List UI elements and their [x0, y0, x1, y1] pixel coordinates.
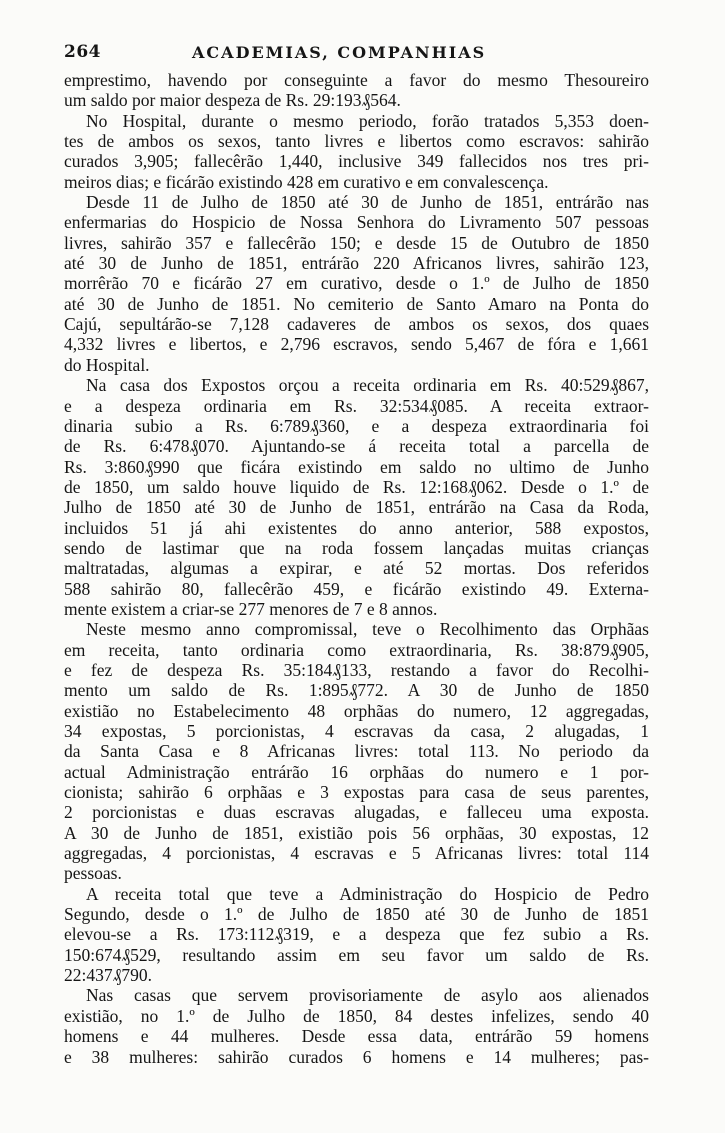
text-line: até 30 de Junho de 1851, entrárão 220 Africanos livres, sahirão 123, — [64, 253, 649, 274]
text-line: Segundo, desde o 1.º de Julho de 1850 até 30 de Junho de 1851 — [64, 904, 649, 925]
text-line: maltratadas, algumas a expirar, e até 52 mortas. Dos referidos — [64, 558, 649, 579]
running-title: ACADEMIAS, COMPANHIAS — [192, 43, 487, 62]
text-line: do Hospital. — [64, 354, 150, 375]
page-number: 264 — [64, 42, 101, 62]
text-line: de Rs. 6:478₰070. Ajuntando-se á receita total a parcella de — [64, 436, 649, 457]
text-line: homens e 44 mulheres. Desde essa data, entrárão 59 homens — [64, 1026, 649, 1047]
text-line: meiros dias; e ficárão existindo 428 em curativo e em convalescença. — [64, 171, 549, 192]
text-line: da Santa Casa e 8 Africanas livres: total 113. No periodo da — [64, 741, 649, 762]
text-line: existião no Estabelecimento 48 orphãas do numero, 12 aggregadas, — [64, 700, 649, 721]
text-line: Rs. 3:860₰990 que ficára existindo em saldo no ultimo de Junho — [64, 456, 649, 477]
text-line: actual Administração entrárão 16 orphãas do numero e 1 por- — [64, 761, 649, 782]
text-line: Cajú, sepultárão-se 7,128 cadaveres de ambos os sexos, dos quaes — [64, 314, 649, 335]
text-line: elevou-se a Rs. 173:112₰319, e a despeza que fez subio a Rs. — [64, 924, 649, 945]
text-line: 34 expostas, 5 porcionistas, 4 escravas da casa, 2 alugadas, 1 — [64, 721, 649, 741]
text-line: 2 porcionistas e duas escravas alugadas, e falleceu uma exposta. — [64, 802, 649, 823]
text-line: No Hospital, durante o mesmo periodo, forão tratados 5,353 doen- — [86, 110, 649, 131]
text-line: Neste mesmo anno compromissal, teve o Recolhimento das Orphãas — [86, 619, 649, 640]
text-line: A 30 de Junho de 1851, existião pois 56 orphãas, 30 expostas, 12 — [64, 822, 649, 843]
text-line: de 1850, um saldo houve liquido de Rs. 12:168₰062. Desde o 1.º de — [64, 476, 649, 497]
text-line: mente existem a criar-se 277 menores de 7 e 8 annos. — [64, 598, 438, 619]
text-line: livres, sahirão 357 e fallecêrão 150; e desde 15 de Outubro de 1850 — [64, 232, 649, 253]
text-line: Desde 11 de Julho de 1850 até 30 de Junho de 1851, entrárão nas — [86, 192, 649, 213]
body-text — [64, 70, 649, 1067]
text-line: e 38 mulheres: sahirão curados 6 homens e 14 mulheres; pas- — [64, 1046, 649, 1067]
text-line: Nas casas que servem provisoriamente de asylo aos alienados — [86, 985, 649, 1006]
text-line: curados 3,905; fallecêrão 1,440, inclusive 349 fallecidos nos tres pri- — [64, 151, 649, 172]
text-line: morrêrão 70 e ficárão 27 em curativo, desde o 1.º de Julho de 1850 — [64, 273, 649, 294]
text-line: sendo de lastimar que na roda fossem lançadas muitas crianças — [64, 537, 649, 558]
text-line: tes de ambos os sexos, tanto livres e libertos como escravos: sahirão — [64, 131, 649, 152]
text-line: 588 sahirão 80, fallecêrão 459, e ficárão existindo 49. Externa- — [64, 578, 649, 599]
text-line: 150:674₰529, resultando assim em seu favor um saldo de Rs. — [64, 944, 649, 965]
text-line: e fez de despeza Rs. 35:184₰133, restando a favor do Recolhi- — [64, 659, 649, 680]
text-line: Julho de 1850 até 30 de Junho de 1851, entrárão na Casa da Roda, — [64, 497, 649, 518]
text-line: 22:437₰790. — [64, 965, 152, 986]
text-line: até 30 de Junho de 1851. No cemiterio de Santo Amaro na Ponta do — [64, 293, 649, 314]
text-line: emprestimo, havendo por conseguinte a favor do mesmo Thesoureiro — [64, 70, 649, 90]
text-line: dinaria subio a Rs. 6:789₰360, e a despeza extraordinaria foi — [64, 415, 649, 436]
text-line: Na casa dos Expostos orçou a receita ordinaria em Rs. 40:529₰867, — [86, 375, 649, 396]
text-line: A receita total que teve a Administração do Hospicio de Pedro — [86, 883, 649, 904]
text-line: cionista; sahirão 6 orphãas e 3 expostas para casa de seus parentes, — [64, 782, 649, 803]
text-line: pessoas. — [64, 863, 122, 884]
text-line: enfermarias do Hospicio de Nossa Senhora do Livramento 507 pessoas — [64, 212, 649, 233]
text-line: aggregadas, 4 porcionistas, 4 escravas e 5 Africanas livres: total 114 — [64, 843, 649, 864]
text-line: e a despeza ordinaria em Rs. 32:534₰085. A receita extraor- — [64, 395, 649, 416]
text-line: em receita, tanto ordinaria como extraordinaria, Rs. 38:879₰905, — [64, 639, 649, 660]
page-header — [64, 42, 649, 66]
text-line: 4,332 livres e libertos, e 2,796 escravos, sendo 5,467 de fóra e 1,661 — [64, 334, 649, 355]
text-line: mento um saldo de Rs. 1:895₰772. A 30 de Junho de 1850 — [64, 680, 649, 701]
text-line: incluidos 51 já ahi existentes do anno anterior, 588 expostos, — [64, 517, 649, 538]
text-line: existião, no 1.º de Julho de 1850, 84 destes infelizes, sendo 40 — [64, 1005, 649, 1026]
text-line: um saldo por maior despeza de Rs. 29:193₰564. — [64, 90, 401, 111]
